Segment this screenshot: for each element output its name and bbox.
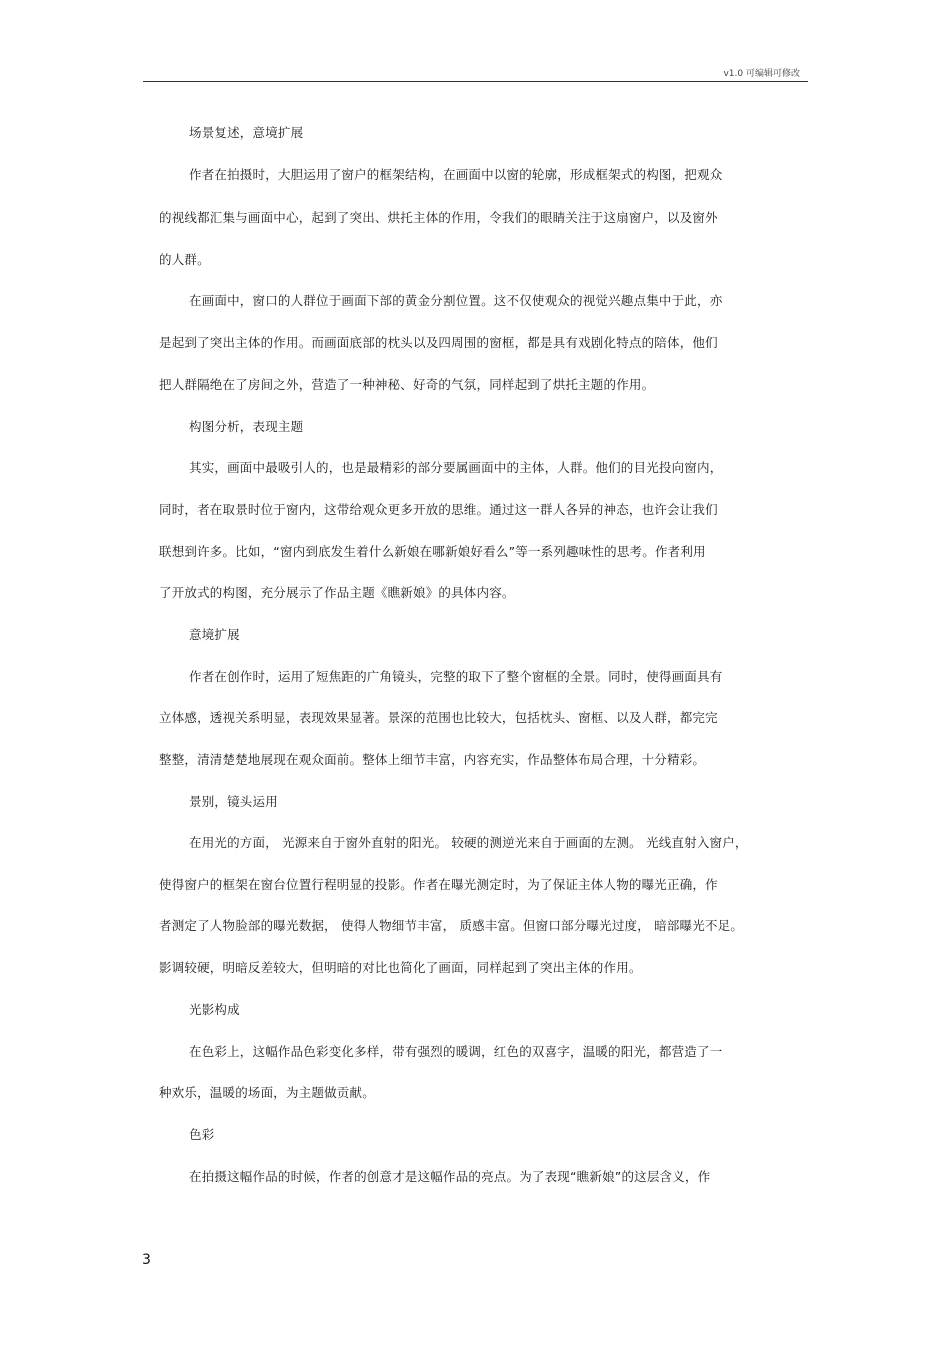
- paragraph-line: 的视线都汇集与画面中心，起到了突出、烘托主体的作用，令我们的眼睛关注于这扇窗户，以及窗外: [159, 210, 718, 225]
- paragraph-line: 在色彩上，这幅作品色彩变化多样，带有强烈的暖调，红色的双喜字，温暖的阳光，都营造了一: [189, 1044, 723, 1059]
- paragraph-line: 是起到了突出主体的作用。而画面底部的枕头以及四周围的窗框，都是具有戏剧化特点的陪体，他们: [159, 335, 718, 350]
- section-heading: 光影构成: [189, 1002, 240, 1017]
- paragraph-line: 立体感，透视关系明显，表现效果显著。景深的范围也比较大，包括枕头、窗框、以及人群，都完完: [159, 710, 718, 725]
- section-heading: 场景复述，意境扩展: [189, 125, 304, 140]
- paragraph-line: 联想到许多。比如，“窗内到底发生着什么新娘在哪新娘好看么”等一系列趣味性的思考。作者利用: [159, 544, 706, 559]
- header-rule: [143, 81, 808, 82]
- section-heading: 色彩: [189, 1127, 215, 1142]
- paragraph-line: 作者在拍摄时，大胆运用了窗户的框架结构，在画面中以窗的轮廓，形成框架式的构图，把观众: [189, 167, 723, 182]
- paragraph-line: 把人群隔绝在了房间之外，营造了一种神秘、好奇的气氛，同样起到了烘托主题的作用。: [159, 377, 655, 392]
- paragraph-line: 者测定了人物脸部的曝光数据， 使得人物细节丰富， 质感丰富。但窗口部分曝光过度， 暗部曝光不足。: [159, 918, 744, 933]
- paragraph-line: 整整，清清楚楚地展现在观众面前。整体上细节丰富，内容充实，作品整体布局合理，十分精彩。: [159, 752, 706, 767]
- paragraph-line: 的人群。: [159, 252, 210, 267]
- paragraph-line: 了开放式的构图，充分展示了作品主题《瞧新娘》的具体内容。: [159, 585, 515, 600]
- section-heading: 意境扩展: [189, 627, 240, 642]
- paragraph-line: 种欢乐，温暖的场面，为主题做贡献。: [159, 1085, 375, 1100]
- section-heading: 构图分析，表现主题: [189, 419, 304, 434]
- paragraph-line: 作者在创作时，运用了短焦距的广角镜头，完整的取下了整个窗框的全景。同时，使得画面具有: [189, 669, 723, 684]
- paragraph-line: 在拍摄这幅作品的时候，作者的创意才是这幅作品的亮点。为了表现“瞧新娘”的这层含义，作: [189, 1169, 711, 1184]
- paragraph-line: 在用光的方面， 光源来自于窗外直射的阳光。 较硬的测逆光来自于画面的左测。 光线直射入窗户，: [189, 835, 748, 850]
- paragraph-line: 同时，者在取景时位于窗内，这带给观众更多开放的思维。通过这一群人各异的神态，也许会让我们: [159, 502, 718, 517]
- page-number: 3: [142, 1252, 151, 1268]
- paragraph-line: 在画面中，窗口的人群位于画面下部的黄金分割位置。这不仅使观众的视觉兴趣点集中于此，亦: [189, 293, 723, 308]
- paragraph-line: 其实，画面中最吸引人的，也是最精彩的部分要属画面中的主体，人群。他们的目光投向窗内，: [189, 460, 723, 475]
- section-heading: 景别，镜头运用: [189, 794, 278, 809]
- paragraph-line: 影调较硬，明暗反差较大，但明暗的对比也简化了画面，同样起到了突出主体的作用。: [159, 960, 642, 975]
- paragraph-line: 使得窗户的框架在窗台位置行程明显的投影。作者在曝光测定时，为了保证主体人物的曝光正确，作: [159, 877, 718, 892]
- header-version-note: v1.0 可编辑可修改: [723, 69, 800, 79]
